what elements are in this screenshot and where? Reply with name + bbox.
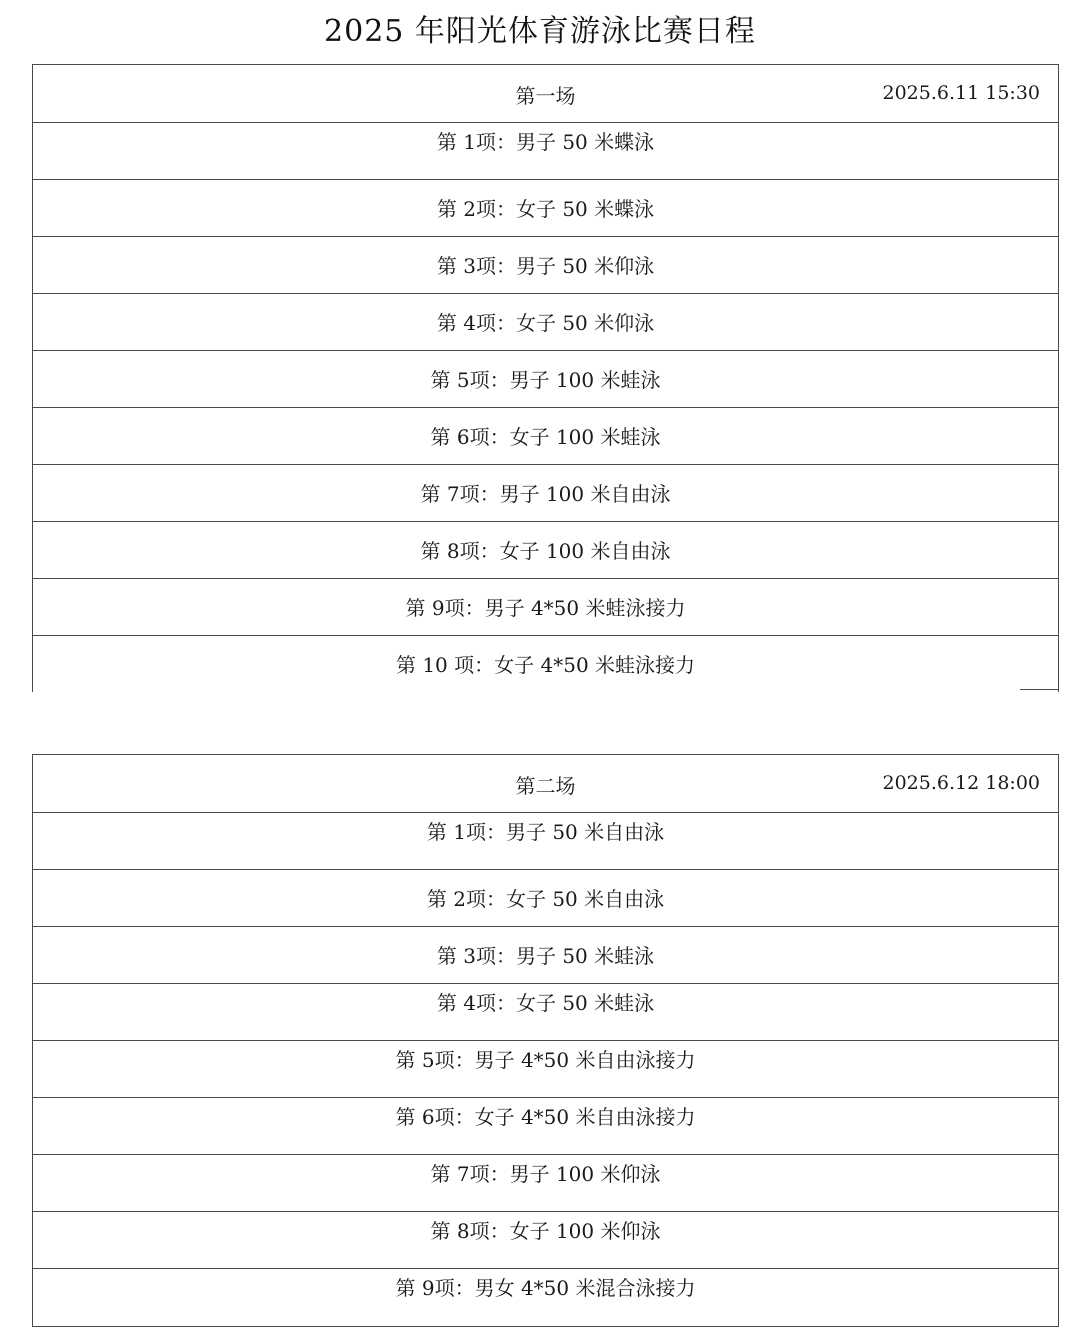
event-label: 第 7项：男子 100 米仰泳 [430,1162,661,1186]
session-header [33,65,1058,123]
event-row [33,927,1058,984]
event-row [33,984,1058,1041]
event-label: 第 7项：男子 100 米自由泳 [420,482,671,506]
event-label: 第 9项：男子 4*50 米蛙泳接力 [405,596,686,620]
event-row [33,1041,1058,1098]
event-row [33,294,1058,351]
event-row [33,870,1058,927]
event-row [33,813,1058,870]
event-row [33,237,1058,294]
event-label: 第 6项：女子 100 米蛙泳 [430,425,661,449]
event-row [33,1269,1058,1326]
event-row [33,636,1058,692]
session-table-1 [32,64,1059,692]
event-label: 第 6项：女子 4*50 米自由泳接力 [395,1105,696,1129]
event-label: 第 1项：男子 50 米自由泳 [426,820,665,844]
event-row [33,123,1058,180]
event-row [33,1098,1058,1155]
session-name: 第一场 [515,84,576,108]
event-label: 第 9项：男女 4*50 米混合泳接力 [395,1276,696,1300]
event-row [33,1155,1058,1212]
table-bottom-border-fragment [1020,689,1059,690]
session-table-2 [32,754,1059,1327]
event-row [33,465,1058,522]
document-title: 2025 年阳光体育游泳比赛日程 [324,14,756,49]
event-label: 第 2项：女子 50 米蝶泳 [436,197,655,221]
event-label: 第 10 项：女子 4*50 米蛙泳接力 [395,653,696,677]
event-label: 第 4项：女子 50 米仰泳 [436,311,655,335]
session-name: 第二场 [515,774,576,798]
session-datetime: 2025.6.11 15:30 [882,82,1040,104]
event-label: 第 8项：女子 100 米仰泳 [430,1219,661,1243]
session-datetime: 2025.6.12 18:00 [882,772,1040,794]
event-label: 第 4项：女子 50 米蛙泳 [436,991,655,1015]
event-row [33,1212,1058,1269]
event-row [33,351,1058,408]
event-label: 第 5项：男子 100 米蛙泳 [430,368,661,392]
event-row [33,408,1058,465]
session-header [33,755,1058,813]
event-label: 第 1项：男子 50 米蝶泳 [436,130,655,154]
event-label: 第 5项：男子 4*50 米自由泳接力 [395,1048,696,1072]
event-row [33,522,1058,579]
event-row [33,579,1058,636]
event-row [33,180,1058,237]
event-label: 第 8项：女子 100 米自由泳 [420,539,671,563]
event-label: 第 2项：女子 50 米自由泳 [426,887,665,911]
event-label: 第 3项：男子 50 米仰泳 [436,254,655,278]
event-label: 第 3项：男子 50 米蛙泳 [436,944,655,968]
